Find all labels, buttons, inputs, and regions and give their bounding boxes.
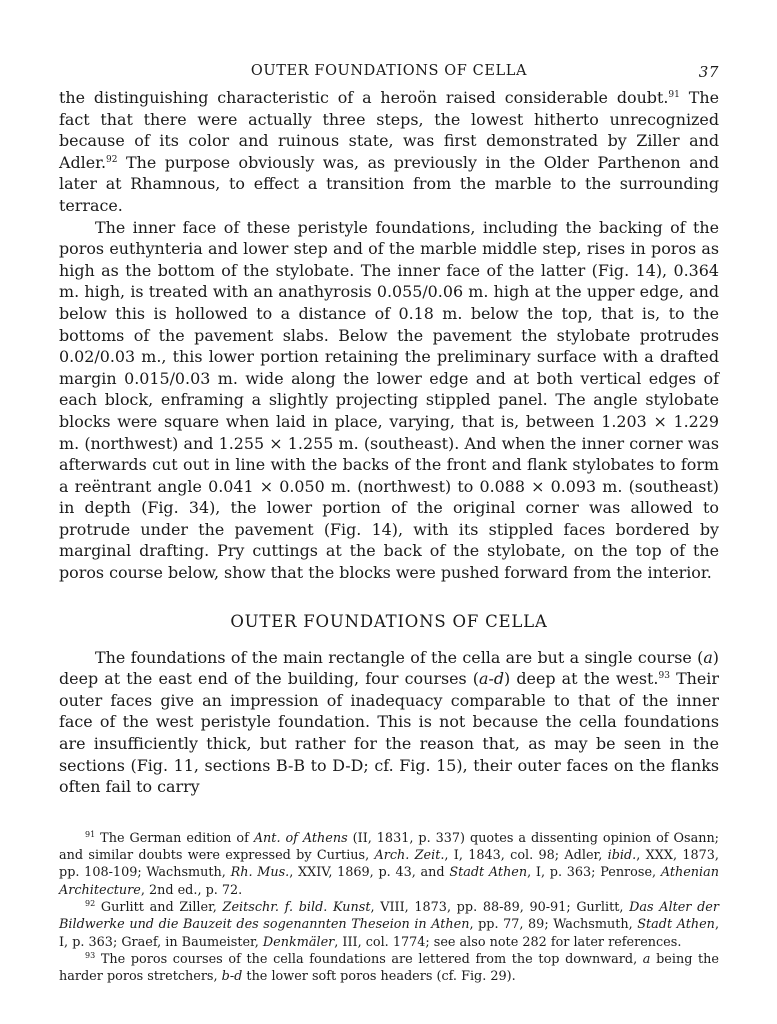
- footnote-ref-93[interactable]: 93: [658, 671, 670, 682]
- text-run: , I, p. 363; Penrose,: [527, 865, 661, 881]
- footnote-number: 93: [85, 950, 96, 960]
- text-run: being the harder poros stretchers,: [59, 951, 719, 985]
- course-letter: a: [703, 647, 713, 667]
- footnote-92: [59, 899, 719, 951]
- footnotes: [59, 830, 719, 986]
- course-letter: a: [642, 951, 651, 967]
- citation-title: Stadt Athen: [637, 917, 715, 933]
- footnote-ref-91[interactable]: 91: [668, 90, 680, 100]
- text-run: The poros courses of the cella foundations are lettered from the top downward,: [100, 951, 643, 967]
- paragraph-continued: [59, 87, 719, 217]
- paragraph-stylobate: The inner face of these peristyle foundations, including the backing of the poros euthynteria and lower step and of the marble middle step, rises in poros as high as the bottom of the stylobate. The inner face of the latter (Fig. 14), 0.364 m. high, is treated with an anathyrosis 0.055/0.06 m. high at the upper edge, and below this is hollowed to a distance of 0.18 m. below the top, that is, to the bottoms of the pavement slabs. Below the pavement the stylobate protrudes 0.02/0.03 m., this lower portion retaining the preliminary surface with a drafted margin 0.015/0.03 m. wide along the lower edge and at both vertical edges of each block, enframing a slightly projecting stippled panel. The angle stylobate blocks were square when laid in place, varying, that is, between 1.203 × 1.229 m. (northwest) and 1.255 × 1.255 m. (southeast). And when the inner corner was afterwards cut out in line with the backs of the front and flank stylobates to form a reëntrant angle 0.041 × 0.050 m. (northwest) to 0.088 × 0.093 m. (southeast) in depth (Fig. 34), the lower portion of the original corner was allowed to protrude under the pavement (Fig. 14), with its stippled faces bordered by marginal drafting. Pry cuttings at the back of the stylobate, on the top of the poros course below, show that the blocks were pushed forward from the interior.: [59, 217, 719, 583]
- text-run: Their outer faces give an impression of inadequacy comparable to that of the inner face of the west peristyle foundation. This is not because the cella foundations are insufficiently thick, but rather for the reason that, as may be seen in the sections (Fig. 11, sections B-B to D-D; cf. Fig. 15), their outer faces on the flanks often fail to carry: [59, 669, 719, 797]
- footnote-ref-92[interactable]: 92: [106, 154, 118, 165]
- body-text: [59, 87, 719, 798]
- text-run: The German edition of: [100, 830, 254, 846]
- citation-title: Stadt Athen: [449, 865, 528, 881]
- footnote-91: [59, 830, 719, 899]
- citation-title: Arch. Zeit.: [374, 848, 445, 864]
- text-run: , I, p. 363; Graef, in Baumeister,: [59, 917, 720, 950]
- course-letter: a-d: [479, 669, 505, 689]
- citation-title: Das Alter der Bildwerke und die Bauzeit des sogenannten Theseion in Athen: [59, 900, 719, 933]
- page: [59, 63, 719, 985]
- citation-title: Ant. of Athens: [253, 830, 348, 846]
- paragraph-cella-foundations: [59, 647, 719, 798]
- footnote-number: 91: [85, 829, 96, 839]
- text-run: , VIII, 1873, pp. 88-89, 90-91; Gurlitt,: [370, 900, 630, 915]
- text-run: , III, col. 1774; see also note 282 for later references.: [334, 934, 682, 950]
- page-number: 37: [698, 63, 719, 81]
- text-run: ) deep at the west.: [504, 669, 659, 689]
- text-run: , 2nd ed., p. 72.: [140, 882, 243, 898]
- text-run: , I, 1843, col. 98; Adler,: [444, 848, 608, 864]
- course-letter: b-d: [221, 969, 243, 985]
- text-run: Gurlitt and Ziller,: [100, 900, 223, 915]
- text-run: The purpose obviously was, as previously in the Older Parthenon and later at Rhamnous, to effect a transition from the marble to the surrounding terrace.: [59, 152, 719, 215]
- text-run: ) deep at the east end of the building, four courses (: [59, 647, 719, 689]
- text-run: the distinguishing characteristic of a heroön raised considerable doubt.: [59, 88, 669, 107]
- citation-title: Athenian Architecture: [59, 865, 719, 898]
- footnote-93: [59, 951, 719, 986]
- text-run: (II, 1831, p. 337) quotes a dissenting opinion of Osann; and similar doubts were expressed by Curtius,: [59, 830, 719, 864]
- section-heading: OUTER FOUNDATIONS OF CELLA: [230, 611, 548, 631]
- text-run: The fact that there were actually three steps, the lowest hitherto unrecognized because of its color and ruinous state, was first demonstrated by Ziller and Adler.: [59, 88, 720, 172]
- citation-title: Denkmäler: [262, 934, 335, 950]
- running-head: [59, 63, 719, 87]
- citation-title: Rh. Mus.: [230, 865, 290, 881]
- citation-title: Zeitschr. f. bild. Kunst: [222, 900, 371, 915]
- running-head-title: OUTER FOUNDATIONS OF CELLA: [250, 63, 528, 79]
- text-run: , XXIV, 1869, p. 43, and: [289, 865, 450, 881]
- text-run: The foundations of the main rectangle of the cella are but a single course (: [95, 647, 704, 667]
- text-run: , XXX, 1873, pp. 108-109; Wachsmuth,: [59, 848, 719, 881]
- footnote-number: 92: [85, 899, 96, 908]
- citation-title: ibid.: [607, 848, 637, 864]
- text-run: the lower soft poros headers (cf. Fig. 29).: [242, 969, 516, 985]
- text-run: , pp. 77, 89; Wachsmuth,: [469, 917, 638, 933]
